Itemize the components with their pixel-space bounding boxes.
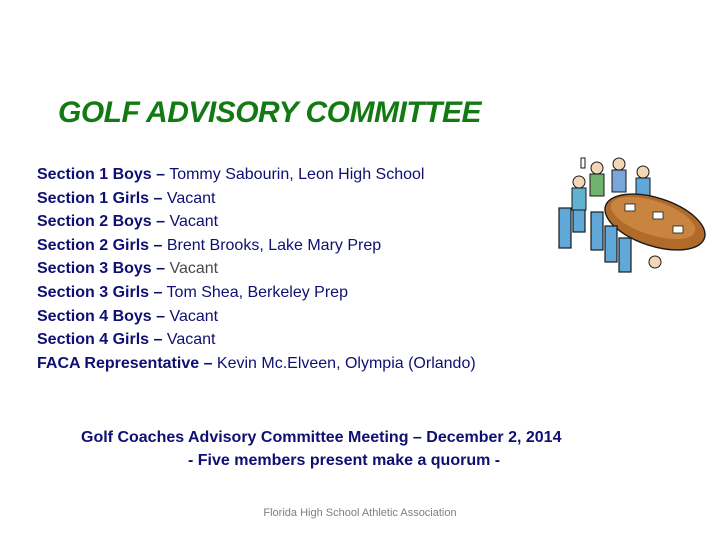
section-label: Section 2 Girls –: [37, 236, 163, 254]
footer-text: Florida High School Athletic Association: [263, 507, 457, 519]
member-name: Vacant: [165, 260, 219, 278]
section-label: FACA Representative –: [37, 354, 213, 372]
section-label: Section 4 Boys –: [37, 307, 166, 325]
member-name: Vacant: [165, 307, 219, 325]
section-label: Section 3 Girls –: [37, 283, 163, 301]
section-label: Section 1 Boys –: [37, 166, 166, 183]
section-label: Section 3 Boys –: [37, 260, 166, 278]
roster-row: [37, 163, 476, 187]
roster-row: [37, 352, 476, 376]
member-name: Brent Brooks, Lake Mary Prep: [162, 236, 382, 254]
roster-row: [37, 281, 476, 305]
member-name: Vacant: [162, 331, 216, 349]
committee-roster: [37, 163, 476, 375]
roster-row: [37, 187, 476, 211]
section-label: Section 2 Boys –: [37, 213, 166, 231]
roster-row: [37, 257, 476, 281]
section-label: Section 1 Girls –: [37, 189, 163, 207]
page-title: GOLF ADVISORY COMMITTEE: [58, 96, 481, 129]
member-name: Vacant: [165, 213, 219, 231]
conference-table-meeting-icon: [555, 152, 710, 277]
member-name: Kevin Mc.Elveen, Olympia (Orlando): [212, 354, 476, 372]
quorum-line: - Five members present make a quorum -: [188, 452, 501, 469]
roster-row: [37, 210, 476, 234]
meeting-note: [0, 426, 720, 472]
roster-row: [37, 305, 476, 329]
section-label: Section 4 Girls –: [37, 331, 163, 349]
member-name: Tom Shea, Berkeley Prep: [162, 283, 348, 301]
member-name: Tommy Sabourin, Leon High School: [165, 166, 425, 183]
member-name: Vacant: [162, 189, 216, 207]
meeting-line: Golf Coaches Advisory Committee Meeting – December 2, 2014: [81, 429, 562, 446]
roster-row: [37, 328, 476, 352]
roster-row: [37, 234, 476, 258]
